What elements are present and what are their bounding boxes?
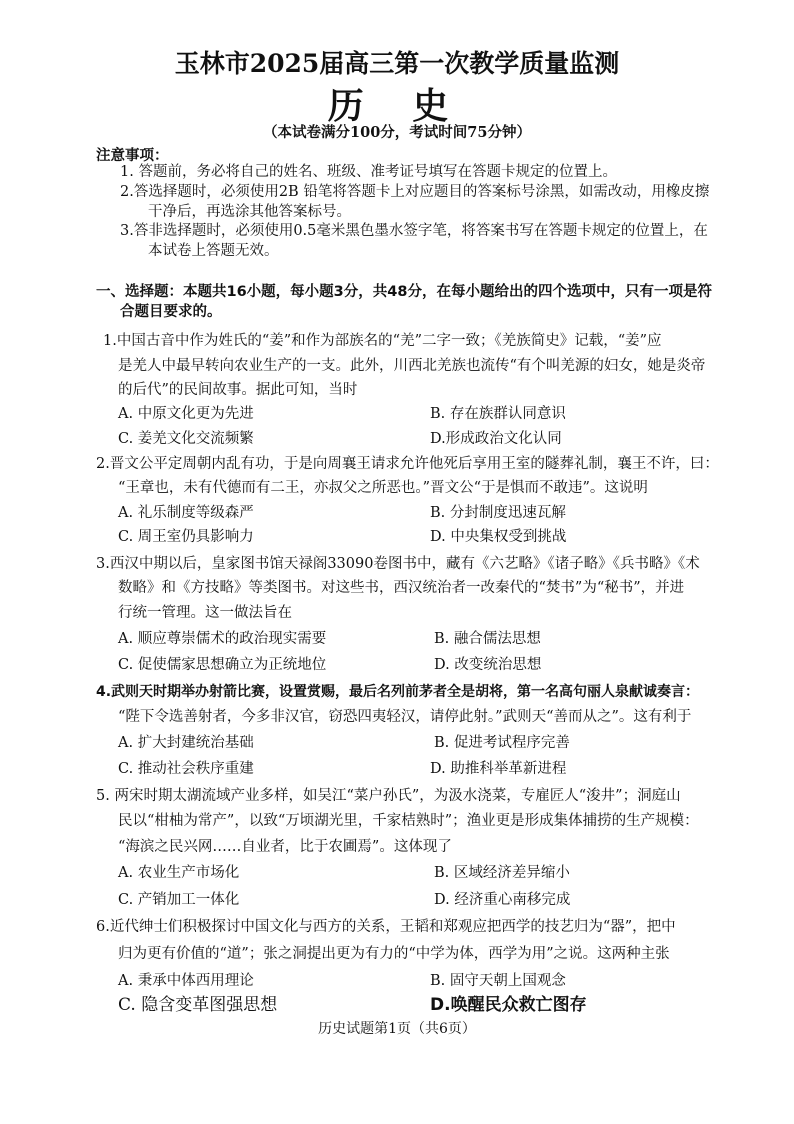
section-heading: 一、选择题：本题共16小题，每小题3分，共48分，在每小题给出的四个选项中，只有一项是符 bbox=[96, 284, 712, 300]
option-c[interactable]: C. 促使儒家思想确立为正统地位 bbox=[118, 657, 327, 673]
question-text: 数略》和《方技略》等类图书。对这些书，西汉统治者一改秦代的“焚书”为“秘书”，并进 bbox=[118, 580, 685, 596]
question-text: 3.西汉中期以后，皇家图书馆天禄阁33090卷图书中，藏有《六艺略》《诸子略》《兵书略》《术 bbox=[96, 556, 700, 572]
option-d[interactable]: D. 中央集权受到挑战 bbox=[430, 529, 567, 545]
notice-item: 1. 答题前，务必将自己的姓名、班级、准考证号填写在答题卡规定的位置上。 bbox=[120, 164, 617, 180]
exam-note: （本试卷满分100分，考试时间75分钟） bbox=[263, 124, 531, 141]
option-d[interactable]: D.形成政治文化认同 bbox=[430, 431, 562, 447]
question-text: 行统一管理。这一做法旨在 bbox=[118, 605, 292, 621]
question-text: 4.武则天时期举办射箭比赛，设置赏赐，最后名列前茅者全是胡将，第一名高句丽人泉献诚奏言： bbox=[96, 684, 700, 700]
question-text: “陛下令选善射者，今多非汉官，窃恐四夷轻汉，请停此射。”武则天“善而从之”。这有利于 bbox=[118, 709, 692, 725]
notice-item: 3.答非选择题时，必须使用0.5毫米黑色墨水签字笔，将答案书写在答题卡规定的位置上，在 bbox=[120, 223, 708, 239]
option-b[interactable]: B. 分封制度迅速瓦解 bbox=[430, 505, 566, 521]
option-c[interactable]: C. 推动社会秩序重建 bbox=[118, 761, 254, 777]
option-b[interactable]: B. 融合儒法思想 bbox=[434, 631, 541, 647]
question-text: 1.中国古音中作为姓氏的“姜”和作为部族名的“羌”二字一致；《羌族简史》记载，“姜”应 bbox=[103, 333, 662, 349]
option-c[interactable]: C. 隐含变革图强思想 bbox=[118, 995, 278, 1015]
option-b[interactable]: B. 促进考试程序完善 bbox=[434, 735, 570, 751]
notice-item: 2.答选择题时，必须使用2B 铅笔将答题卡上对应题目的答案标号涂黑，如需改动，用橡皮擦 bbox=[120, 184, 710, 200]
section-heading-cont: 合题目要求的。 bbox=[120, 304, 222, 320]
option-a[interactable]: A. 顺应尊崇儒术的政治现实需要 bbox=[118, 631, 327, 647]
option-c[interactable]: C. 周王室仍具影响力 bbox=[118, 529, 254, 545]
option-a[interactable]: A. 秉承中体西用理论 bbox=[118, 973, 254, 989]
question-text: “海滨之民兴网……自业者，比于农圃焉”。这体现了 bbox=[118, 839, 452, 855]
option-a[interactable]: A. 中原文化更为先进 bbox=[118, 406, 254, 422]
option-b[interactable]: B. 存在族群认同意识 bbox=[430, 406, 566, 422]
question-text: 民以“柑柚为常产”，以致“万顷湖光里，千家桔熟时”；渔业更是形成集体捕捞的生产规模： bbox=[118, 813, 699, 829]
option-d[interactable]: D. 改变统治思想 bbox=[434, 657, 542, 673]
option-a[interactable]: A. 农业生产市场化 bbox=[118, 865, 240, 881]
option-d[interactable]: D. 经济重心南移完成 bbox=[434, 892, 571, 908]
question-text: 的后代”的民间故事。据此可知，当时 bbox=[118, 382, 358, 398]
option-d[interactable]: D.唤醒民众救亡图存 bbox=[430, 995, 587, 1015]
question-text: “王章也，未有代德而有二王，亦叔父之所恶也。”晋文公“于是惧而不敢违”。这说明 bbox=[118, 480, 648, 496]
notice-heading: 注意事项： bbox=[96, 148, 169, 164]
question-text: 6.近代绅士们积极探讨中国文化与西方的关系，王韬和郑观应把西学的技艺归为“器”，把中 bbox=[96, 919, 676, 935]
exam-title: 玉林市2025届高三第一次教学质量监测 bbox=[174, 49, 620, 78]
option-d[interactable]: D. 助推科举革新进程 bbox=[430, 761, 567, 777]
notice-item: 本试卷上答题无效。 bbox=[148, 243, 279, 259]
question-text: 是羌人中最早转向农业生产的一支。此外，川西北羌族也流传“有个叫羌源的妇女，她是炎帝 bbox=[118, 358, 706, 374]
option-a[interactable]: A. 扩大封建统治基础 bbox=[118, 735, 254, 751]
question-text: 归为更有价值的“道”；张之洞提出更为有力的“中学为体，西学为用”之说。这两种主张 bbox=[118, 946, 670, 962]
subject-title: 历 史 bbox=[327, 85, 467, 127]
question-text: 5. 两宋时期太湖流域产业多样，如吴江“菜户孙氏”，为汲水浇菜，专雇匠人“浚井”；洞庭山 bbox=[96, 788, 681, 804]
notice-item: 干净后，再选涂其他答案标号。 bbox=[148, 204, 351, 220]
page-footer: 历史试题第1页（共6页） bbox=[318, 1021, 476, 1037]
question-text: 2.晋文公平定周朝内乱有功，于是向周襄王请求允许他死后享用王室的隧葬礼制，襄王不许，曰： bbox=[96, 456, 719, 472]
option-b[interactable]: B. 固守天朝上国观念 bbox=[430, 973, 566, 989]
option-c[interactable]: C. 产销加工一体化 bbox=[118, 892, 240, 908]
option-a[interactable]: A. 礼乐制度等级森严 bbox=[118, 505, 254, 521]
option-b[interactable]: B. 区域经济差异缩小 bbox=[434, 865, 570, 881]
option-c[interactable]: C. 姜羌文化交流频繁 bbox=[118, 431, 254, 447]
